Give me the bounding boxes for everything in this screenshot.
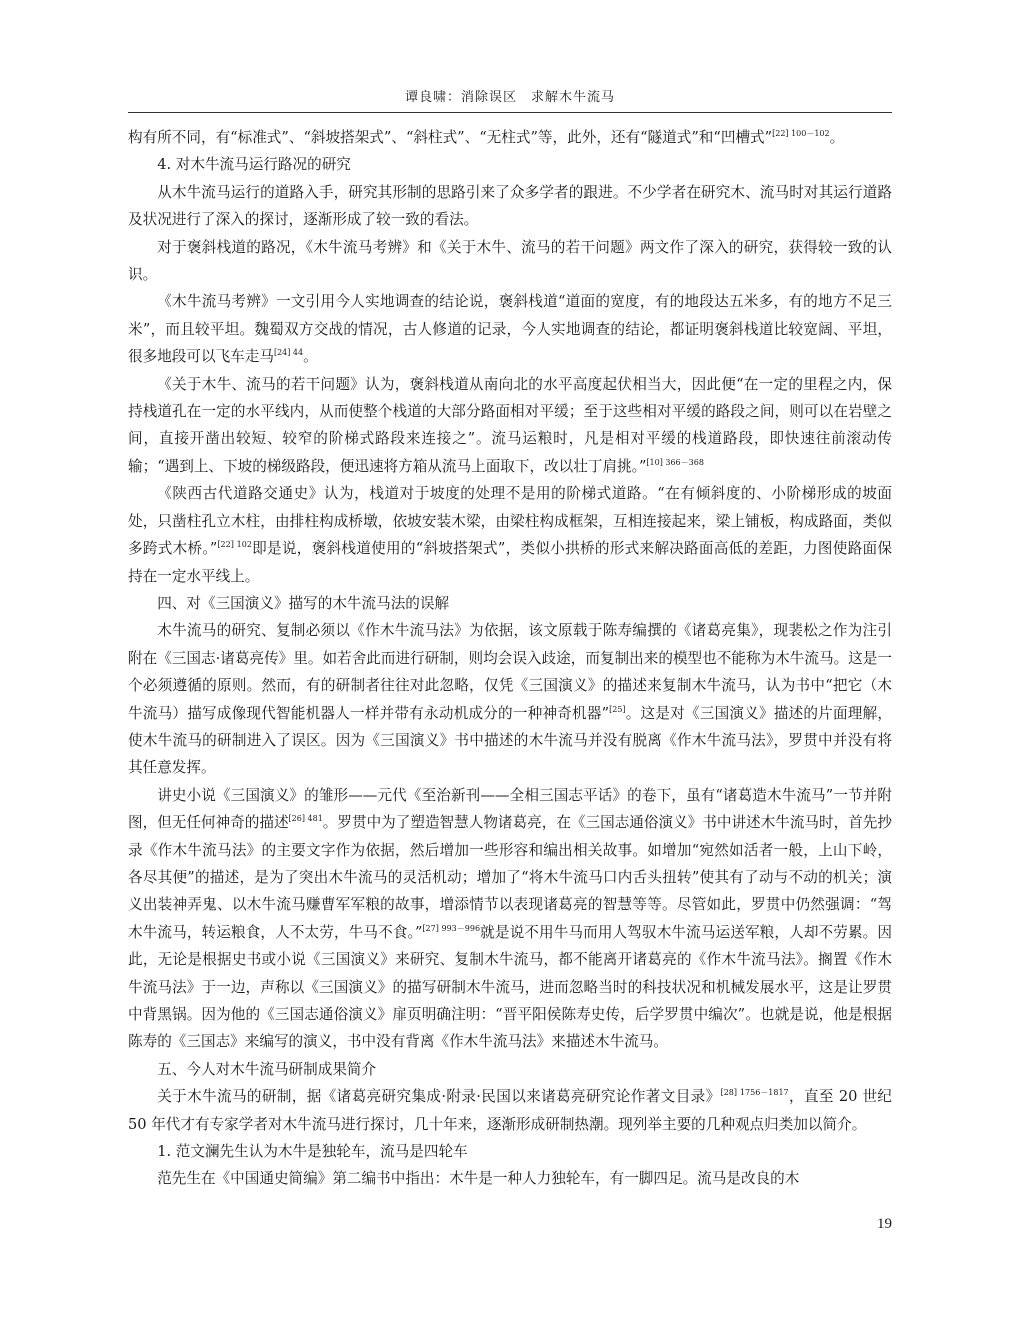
body-paragraph: [128, 1083, 892, 1138]
text-run: 范先生在《中国通史简编》第二编书中指出：木牛是一种人力独轮车，有一脚四足。流马是改良的木: [157, 1170, 800, 1188]
citation-marker: [10] 366－368: [646, 457, 704, 467]
text-run: 就是说不用牛马而用人驾驭木牛流马运送军粮，人却不劳累。因此，无论是根据史书或小说《三国演义》来研究、复制木牛流马，都不能离开诸葛亮的《作木牛流马法》。搁置《作木牛流马法》于一边，声称以《三国演义》的描写研制木牛流马，进而忽略当时的科技状况和机械发展水平，这是让罗贯中背黑锅。因为他的《三国志通俗演义》扉页明确注明：“晋平阳侯陈寿史传，后学罗贯中编次”。也就是说，他是根据陈寿的《三国志》来编写的演义，书中没有背离《作木牛流马法》来描述木牛流马。: [128, 923, 892, 1051]
body-paragraph: [128, 371, 892, 481]
text-run: 《陕西古代道路交通史》认为，栈道对于坡度的处理不是用的阶梯式道路。“在有倾斜度的、小阶梯形成的坡面处，只凿柱孔立木柱，由排柱构成桥墩，依坡安装木梁，由梁柱构成框架，互相连接起来，梁上铺板，构成路面，类似多跨式木桥。”: [128, 485, 892, 558]
running-head: 谭良啸：消除误区 求解木牛流马: [404, 90, 615, 105]
text-run: 从木牛流马运行的道路入手，研究其形制的思路引来了众多学者的跟进。不少学者在研究木、流马时对其运行道路及状况进行了深入的探讨，逐渐形成了较一致的看法。: [128, 183, 892, 229]
page-number: 19: [877, 1216, 892, 1232]
text-run: 构有所不同，有“标准式”、“斜坡搭架式”、“斜柱式”、“无柱式”等，此外，还有“隧道式”和“凹槽式”: [128, 129, 773, 146]
citation-marker: [24] 44: [273, 348, 304, 358]
section-heading: [128, 1138, 892, 1165]
body-paragraph: [128, 288, 892, 370]
body-paragraph: [128, 124, 892, 151]
text-run: 即是说，褒斜栈道使用的“斜坡搭架式”，类似小拱桥的形式来解决路面高低的差距，力图使路面保持在一定水平线上。: [128, 540, 892, 585]
text-run: 对于褒斜栈道的路况，《木牛流马考辨》和《关于木牛、流马的若干问题》两文作了深入的研究，获得较一致的认识。: [128, 238, 892, 284]
text-run: 《关于木牛、流马的若干问题》认为，褒斜栈道从南向北的水平高度起伏相当大，因此便“在一定的里程之内，保持栈道孔在一定的水平线内，从而使整个栈道的大部分路面相对平缓；至于这些相对平缓的路段之间，则可以在岩壁之间，直接开凿出较短、较窄的阶梯式路段来连接之”。流马运粮时，凡是相对平缓的栈道路段，即快速往前滚动传输；“遇到上、下坡的梯级路段，便迅速将方箱从流马上面取下，改以壮丁肩挑。”: [128, 375, 892, 475]
citation-marker: [22] 100－102: [772, 129, 830, 138]
text-run: 。罗贯中为了塑造智慧人物诸葛亮，在《三国志通俗演义》书中讲述木牛流马时，首先抄录《作木牛流马法》的主要文字作为依据，然后增加一些形容和编出相关故事。如增加“宛然如活者一般，上山下岭，各尽其便”的描述，是为了突出木牛流马的灵活机动；增加了“将木牛流马口内舌头扭转”使其有了动与不动的机关；演义出装神弄鬼、以木牛流马赚曹军军粮的故事，增添情节以表现诸葛亮的智慧等等。尽管如此，罗贯中仍然强调：“驾木牛流马，转运粮食，人不太劳，牛马不食。”: [128, 814, 892, 941]
text-run: 。这是对《三国演义》描述的片面理解，使木牛流马的研制进入了误区。因为《三国演义》书中描述的木牛流马并没有脱离《作木牛流马法》，罗贯中并没有将其任意发挥。: [128, 704, 892, 777]
body-paragraph: [128, 234, 892, 289]
text-run: 《木牛流马考辨》一文引用今人实地调查的结论说，褒斜栈道“道面的宽度，有的地段达五米多，有的地方不足三米”，而且较平坦。魏蜀双方交战的情况，古人修道的记录，今人实地调查的结论，都证明褒斜栈道比较宽阔、平坦，很多地段可以飞车走马: [128, 293, 892, 366]
body-paragraph: [128, 617, 892, 781]
text-run: 讲史小说《三国演义》的雏形——元代《至治新刊——全相三国志平话》的卷下，虽有“诸葛造木牛流马”一节并附图，但无任何神奇的描述: [128, 786, 892, 832]
citation-marker: [26] 481: [288, 814, 323, 824]
header-rule: [128, 112, 892, 113]
section-heading: [128, 1056, 892, 1083]
citation-marker: [28] 1756－1817: [720, 1088, 789, 1098]
section-heading: [128, 151, 892, 178]
body-paragraph: [128, 1165, 892, 1192]
text-run: 4. 对木牛流马运行路况的研究: [157, 156, 351, 174]
text-run: 。: [829, 129, 845, 146]
text-run: 1. 范文澜先生认为木牛是独轮车，流马是四轮车: [157, 1143, 468, 1161]
body-paragraph: [128, 179, 892, 234]
text-run: 关于木牛流马的研制，据《诸葛亮研究集成·附录·民国以来诸葛亮研究论作著文目录》: [157, 1088, 721, 1106]
text-run: 木牛流马的研究、复制必须以《作木牛流马法》为依据，该文原载于陈寿编撰的《诸葛亮集》，现裴松之作为注引附在《三国志·诸葛亮传》里。如若舍此而进行研制，则均会误入歧途，而复制出来的模型也不能称为木牛流马。这是一个必须遵循的原则。然而，有的研制者往往对此忽略，仅凭《三国演义》的描述来复制木牛流马，认为书中“把它（木牛流马）描写成像现代智能机器人一样并带有永动机成分的一种神奇机器”: [128, 622, 892, 722]
text-run: 五、今人对木牛流马研制成果简介: [157, 1060, 377, 1078]
body-paragraph: [128, 782, 892, 1056]
citation-marker: [22] 102: [217, 540, 252, 550]
text-run: ，直至 20 世纪 50 年代才有专家学者对木牛流马进行探讨，几十年来，逐渐形成研制热潮。现列举主要的几种观点归类加以简介。: [128, 1088, 892, 1133]
text-run: 四、对《三国演义》描写的木牛流马法的误解: [157, 594, 450, 612]
citation-marker: [25]: [609, 704, 626, 714]
text-run: 。: [303, 348, 318, 366]
section-heading: [128, 590, 892, 617]
article-body: [128, 124, 892, 1193]
citation-marker: [27] 993－996: [422, 923, 481, 933]
body-paragraph: [128, 480, 892, 590]
